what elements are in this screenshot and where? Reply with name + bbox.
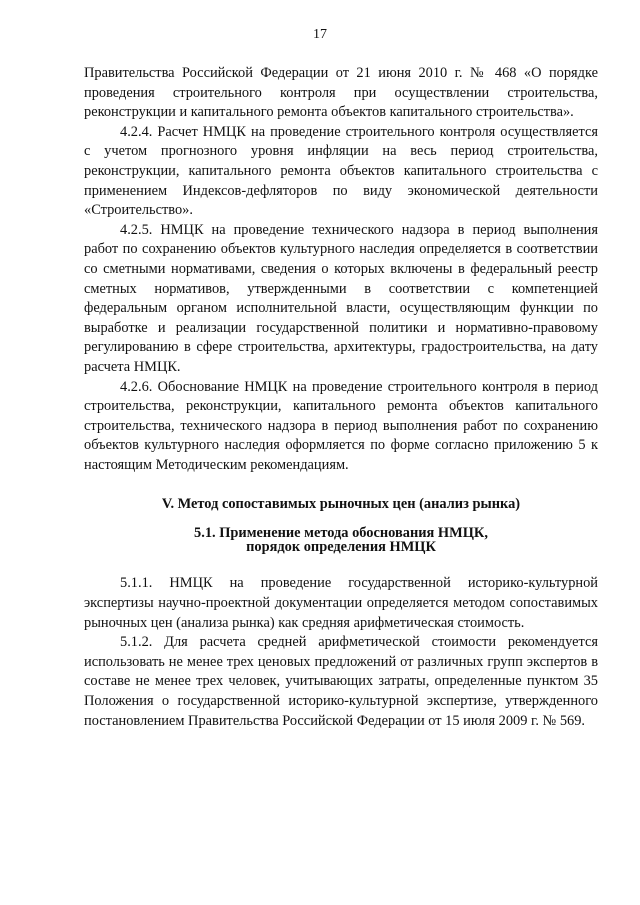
paragraph-4-2-6: 4.2.6. Обоснование НМЦК на проведение строительного контроля в период строительства, реконструкции, капитального ремонта объектов капитального строительства, технического надзора в период выполнения работ по сохранению объектов культурного наследия оформляется по форме согласно приложению 5 к настоящим Методическим рекомендациям. xyxy=(84,378,598,473)
document-body xyxy=(84,64,598,731)
paragraph-4-2-5: 4.2.5. НМЦК на проведение технического надзора в период выполнения работ по сохранению объектов культурного наследия определяется в соответствии со сметными нормативами, сведения о которых включены в федеральный реестр сметных нормативов, утвержденными в соответствии с компетенцией федеральным органом исполнительной власти, осуществляющим функции по выработке и реализации государственной политики и нормативно-правовому регулированию в сфере строительства, архитектуры, градостроительства, на дату расчета НМЦК. xyxy=(84,221,598,375)
paragraph-4-2-4: 4.2.4. Расчет НМЦК на проведение строительного контроля осуществляется с учетом прогнозного уровня инфляции на весь период строительства, реконструкции, капитального ремонта объектов капитального строительства с применением Индексов-дефляторов по виду экономической деятельности «Строительство». xyxy=(84,123,598,219)
section-heading: V. Метод сопоставимых рыночных цен (анализ рынка) xyxy=(161,496,521,513)
subsection-heading-line-1: 5.1. Применение метода обоснования НМЦК, xyxy=(194,525,488,542)
page-number: 17 xyxy=(313,27,327,42)
subsection-heading xyxy=(84,526,598,554)
paragraph-continuation: Правительства Российской Федерации от 21 июня 2010 г. № 468 «О порядке проведения строительного контроля при осуществлении строительства, реконструкции и капитального ремонта объектов капитального строительства». xyxy=(84,65,598,121)
paragraph-5-1-1: 5.1.1. НМЦК на проведение государственной историко-культурной экспертизы научно-проектной документации определяется методом сопоставимых рыночных цен (анализа рынка) как средняя арифметическая стоимость. xyxy=(84,575,598,631)
paragraph-5-1-2: 5.1.2. Для расчета средней арифметической стоимости рекомендуется использовать не менее трех ценовых предложений от различных групп экспертов в составе не менее трех человек, учитывающих затраты, определенные пунктом 35 Положения о государственной историко-культурной экспертизе, утвержденного постановлением Правительства Российской Федерации от 15 июля 2009 г. № 569. xyxy=(84,634,598,729)
subsection-heading-line-2: порядок определения НМЦК xyxy=(246,539,436,556)
